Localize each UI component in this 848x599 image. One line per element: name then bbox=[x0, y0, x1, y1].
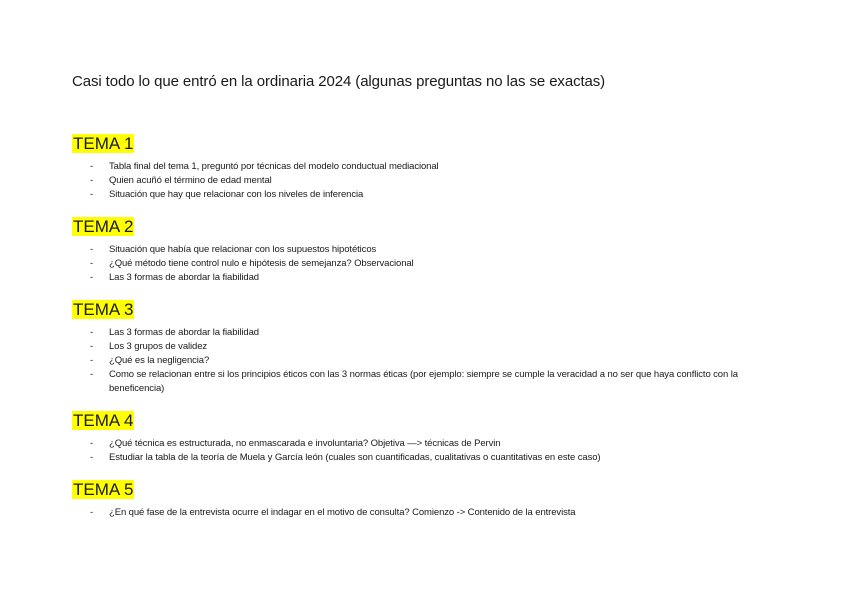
section-heading: TEMA 3 bbox=[73, 300, 134, 319]
list-item bbox=[72, 257, 772, 271]
section-tema-4 bbox=[72, 411, 772, 465]
list-item bbox=[72, 451, 772, 465]
section-tema-3 bbox=[72, 300, 772, 396]
list-item-text: ¿Qué técnica es estructurada, no enmascarada e involuntaria? Objetiva —> técnicas de Pervin bbox=[109, 438, 501, 449]
section-tema-1 bbox=[72, 134, 772, 202]
item-list bbox=[72, 160, 772, 202]
list-item-text: Quien acuñó el término de edad mental bbox=[109, 175, 272, 186]
list-item bbox=[72, 160, 772, 174]
section-heading: TEMA 1 bbox=[73, 134, 134, 153]
bullet-dash: - bbox=[90, 327, 94, 338]
section-heading: TEMA 5 bbox=[73, 480, 134, 499]
list-item bbox=[72, 188, 772, 202]
list-item-text: Las 3 formas de abordar la fiabilidad bbox=[109, 272, 259, 283]
bullet-dash: - bbox=[90, 507, 94, 518]
item-list bbox=[72, 243, 772, 285]
list-item-text: Tabla final del tema 1, preguntó por técnicas del modelo conductual mediacional bbox=[109, 161, 439, 172]
section-tema-2 bbox=[72, 217, 772, 285]
list-item-text: Estudiar la tabla de la teoría de Muela y García león (cuales son cuantificadas, cualitativas o cuantitativas en este caso) bbox=[109, 452, 601, 463]
bullet-dash: - bbox=[90, 175, 94, 186]
bullet-dash: - bbox=[90, 161, 94, 172]
list-item bbox=[72, 354, 772, 368]
bullet-dash: - bbox=[90, 244, 94, 255]
list-item-text: Como se relacionan entre si los principios éticos con las 3 normas éticas (por ejemplo: siempre se cumple la veracidad a no ser que haya conflicto con la beneficencia) bbox=[109, 369, 738, 394]
list-item-text: Los 3 grupos de validez bbox=[109, 341, 208, 352]
bullet-dash: - bbox=[90, 272, 94, 283]
bullet-dash: - bbox=[90, 369, 94, 380]
bullet-dash: - bbox=[90, 258, 94, 269]
list-item bbox=[72, 243, 772, 257]
list-item-text: ¿Qué método tiene control nulo e hipótesis de semejanza? Observacional bbox=[109, 258, 414, 269]
bullet-dash: - bbox=[90, 341, 94, 352]
list-item bbox=[72, 326, 772, 340]
bullet-dash: - bbox=[90, 438, 94, 449]
section-heading: TEMA 2 bbox=[73, 217, 134, 236]
list-item-text: ¿Qué es la negligencia? bbox=[109, 355, 210, 366]
bullet-dash: - bbox=[90, 189, 94, 200]
section-heading: TEMA 4 bbox=[73, 411, 134, 430]
document-title: Casi todo lo que entró en la ordinaria 2024 (algunas preguntas no las se exactas) bbox=[72, 73, 606, 90]
list-item-text: Situación que había que relacionar con los supuestos hipotéticos bbox=[109, 244, 377, 255]
list-item bbox=[72, 174, 772, 188]
list-item bbox=[72, 368, 769, 396]
list-item bbox=[72, 271, 772, 285]
item-list bbox=[72, 326, 772, 396]
list-item bbox=[72, 437, 772, 451]
list-item bbox=[72, 506, 772, 520]
list-item bbox=[72, 340, 772, 354]
list-item-text: ¿En qué fase de la entrevista ocurre el indagar en el motivo de consulta? Comienzo -> Contenido de la entrevista bbox=[109, 507, 576, 518]
item-list bbox=[72, 437, 772, 465]
list-item-text: Situación que hay que relacionar con los niveles de inferencia bbox=[109, 189, 364, 200]
section-tema-5 bbox=[72, 480, 772, 520]
list-item-text: Las 3 formas de abordar la fiabilidad bbox=[109, 327, 259, 338]
item-list bbox=[72, 506, 772, 520]
bullet-dash: - bbox=[90, 355, 94, 366]
bullet-dash: - bbox=[90, 452, 94, 463]
